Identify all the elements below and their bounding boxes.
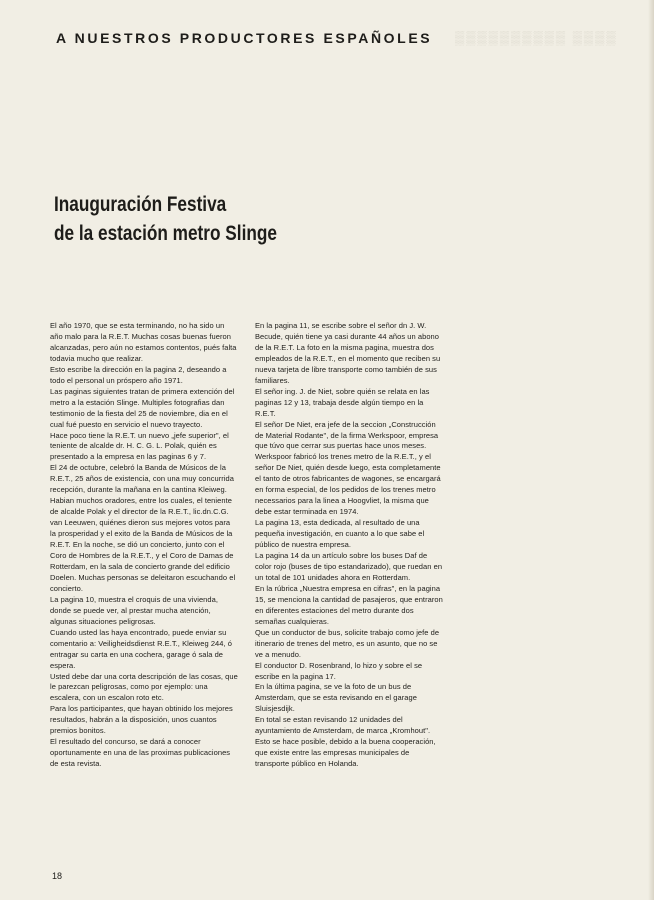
section-header: A NUESTROS PRODUCTORES ESPAÑOLES: [56, 30, 433, 46]
paragraph: Cuando usted las haya encontrado, puede enviar su comentario a: Veiligheidsdienst R.E.T., Kleiweg 244, ó entragar su carta en una cochera, garage ó sala de espera.: [50, 627, 232, 670]
paragraph: En la pagina 11, se escribe sobre el señor dn J. W. Becude, quién tiene ya casi durante 44 años un abono de la R.E.T. La foto en la misma pagina, muestra dos empleados de la R.E.T., en el momento que reciben su nueva tarjeta de libre transporte como también de sus familiares.: [255, 321, 441, 385]
paragraph: El señor De Niet, era jefe de la seccion „Construcción de Material Rodante", de la firma Werkspoor, empresa que túvo que cerrar sus puertas hace unos meses. Werkspoor fabricó los trenes metro de la R.E.T., y el señor De Niet, quién desde luego, esta completamente el tanto de otros fabricantes de wagones, se encargará en forma especial, de los pedidos de los trenes metro necessarios para la linea a Hoogvliet, la misma que debe estar terminada en 1974.: [255, 419, 441, 517]
article-title-line-1: Inauguración Festiva: [54, 193, 227, 216]
paragraph: El resultado del concurso, se dará a conocer oportunamente en una de las proximas publicaciones de esta revista.: [50, 737, 231, 769]
paragraph: El año 1970, que se esta terminando, no ha sido un año malo para la R.E.T. Muchas cosas buenas fueron alcanzadas, pero aún no estamos contentos, pués falta todavia mucho que realizar.: [50, 321, 237, 363]
paragraph: Hace poco tiene la R.E.T. un nuevo „jefe superior", el teniente de alcalde dr. H. C. G. L. Polak, quién es presentado a la empresa en las paginas 6 y 7.: [50, 430, 229, 462]
page-number: 18: [52, 871, 63, 881]
paragraph: El señor ing. J. de Niet, sobre quién se relata en las paginas 12 y 13, trabaja desde algún tiempo en la R.E.T.: [255, 386, 430, 418]
paragraph: El conductor D. Rosenbrand, lo hizo y sobre el se escribe en la pagina 17.: [255, 660, 423, 681]
paragraph: Esto escribe la dirección en la pagina 2, deseando a todo el personal un próspero año 1971.: [50, 364, 227, 385]
article-title-line-2: de la estación metro Slinge: [54, 222, 277, 245]
paragraph: En la última pagina, se ve la foto de un bus de Amsterdam, que se esta revisando en el garage Sluisjesdijk.: [255, 682, 417, 714]
left-text-column: [50, 321, 238, 770]
paragraph: La pagina 13, esta dedicada, al resultado de una pequeña investigación, en cuanto a lo que sabe el público de nuestra empresa.: [255, 518, 425, 550]
show-through-text: ▒▒▒▒▒▒▒▒▒▒ ▒▒▒▒: [455, 30, 618, 45]
paragraph: Esto se hace posible, debido a la buena cooperación, que existe entre las empresas municipales de transporte público en Holanda.: [255, 737, 436, 769]
page-edge-shadow: [648, 0, 654, 900]
right-text-column: [255, 321, 443, 770]
paragraph: Que un conductor de bus, solicite trabajo como jefe de itinerario de trenes del metro, es un asunto, que no se ve a menudo.: [255, 627, 440, 659]
paragraph: En total se estan revisando 12 unidades del ayuntamiento de Amsterdam, de marca „Kromhout".: [255, 715, 431, 736]
paragraph: Usted debe dar una corta descripción de las cosas, que le parezcan peligrosas, como por ejemplo: una escalera, con un escalon roto etc.: [50, 671, 238, 703]
article-title: [54, 190, 398, 248]
paragraph: En la rúbrica „Nuestra empresa en cifras", en la pagina 15, se menciona la cantidad de pasajeros, que entraron en diferentes estaciones del metro durante dos semañas cualquieras.: [255, 583, 443, 626]
paragraph: La pagina 14 da un artículo sobre los buses Daf de color rojo (buses de tipo estandarizado), que ruedan en un total de 101 unidades ahora en Rotterdam.: [255, 551, 443, 582]
paragraph: Para los participantes, que hayan obtinido los mejores resultados, habrán a la disposición, unos cuantos premios bonitos.: [50, 704, 233, 736]
paragraph: El 24 de octubre, celebró la Banda de Músicos de la R.E.T., 25 años de existencia, con una muy concurrida recepción, durante la mañana en la cantina Kleiweg. Habian muchos oradores, entre los cuales, el teniente de alcalde Polak y el director de la R.E.T., lic.dn.C.G. van Leeuwen, quiénes dieron sus mejores votos para la prosperidad y el exito de la Banda de Músicos de la R.E.T. En la noche, se dió un concierto, junto con el Coro de Hombres de la R.E.T., y el Coro de Damas de Rotterdam, en la sala de concierto grande del edificio Doelen. Muchas personas se deleitaron escuchando el concierto.: [50, 463, 236, 593]
paragraph: Las paginas siguientes tratan de primera extención del metro a la estación Slinge. Multiples fotografias dan testimonio de la fiesta del 25 de noviembre, dia en el cual fué puesto en servicio el nuevo trayecto.: [50, 386, 235, 429]
paragraph: La pagina 10, muestra el croquis de una vivienda, donde se puede ver, al prestar mucha atención, algunas situaciones peligrosas.: [50, 594, 218, 626]
